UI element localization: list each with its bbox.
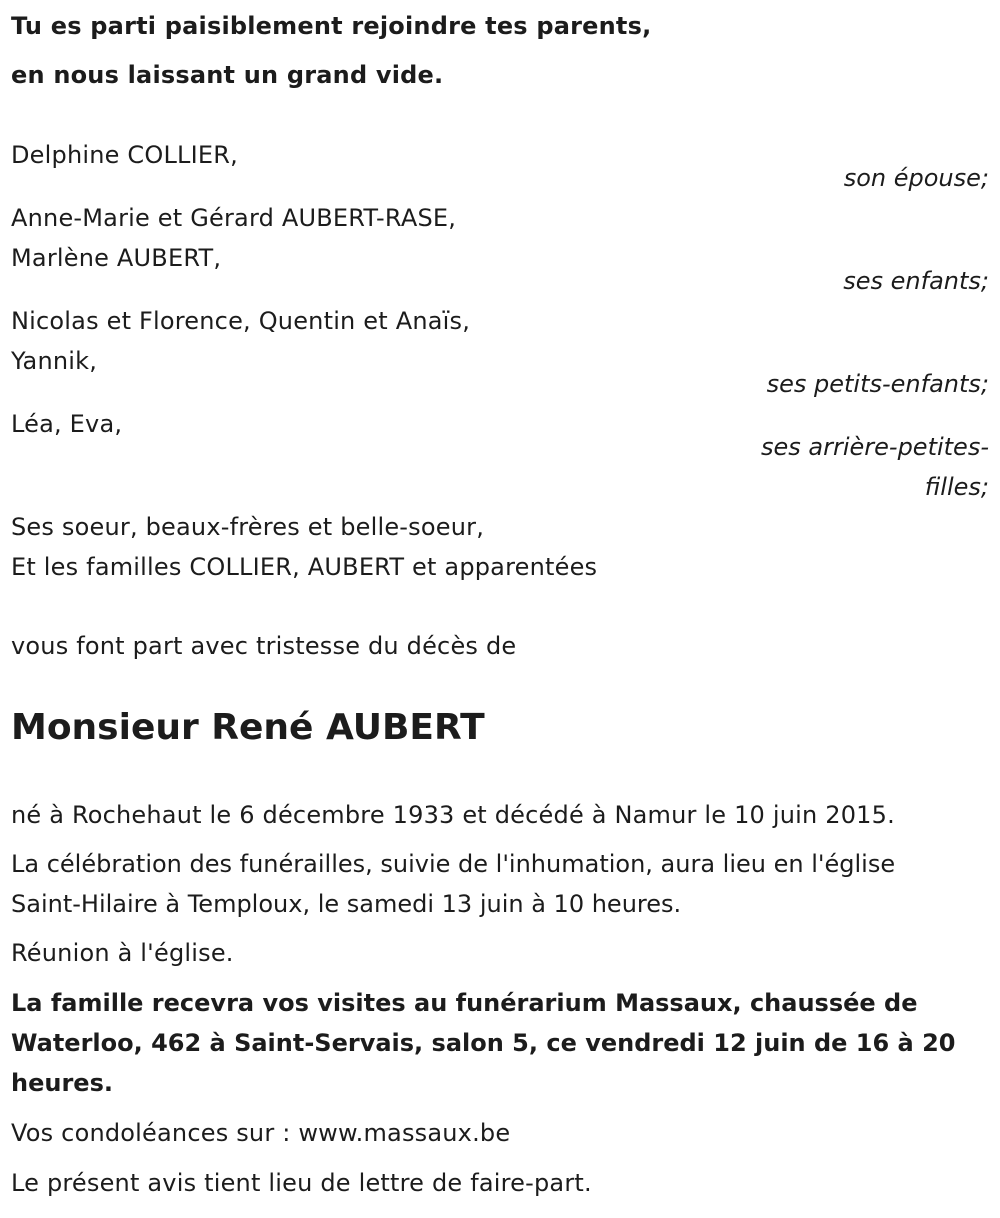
header-line-1: Tu es parti paisiblement rejoindre tes parents, [11, 12, 652, 40]
grandchildren-role: ses petits-enfants; [766, 370, 989, 398]
others-line-1: Ses soeur, beaux-frères et belle-soeur, [11, 513, 485, 541]
ceremony-text: La célébration des funérailles, suivie de l'inhumation, aura lieu en l'église Saint-Hilaire à Temploux, le samedi 13 juin à 10 heures. [11, 850, 896, 918]
great-grandchildren: Léa, Eva, [11, 410, 123, 438]
spouse-role: son épouse; [843, 164, 989, 192]
great-grandchildren-role-line-2: filles; [924, 473, 989, 501]
visits-text: La famille recevra vos visites au funérarium Massaux, chaussée de Waterloo, 462 à Saint-Servais, salon 5, ce vendredi 12 juin de 16 à 20 heures. [11, 989, 956, 1097]
grandchildren-line-1: Nicolas et Florence, Quentin et Anaïs, [11, 307, 471, 335]
deceased-name: Monsieur René AUBERT [11, 707, 485, 748]
meeting-text: Réunion à l'église. [11, 939, 234, 967]
great-grandchildren-role-line-1: ses arrière-petites- [761, 433, 989, 461]
announcement-intro: vous font part avec tristesse du décès de [11, 632, 517, 660]
children-line-2: Marlène AUBERT, [11, 244, 222, 272]
children-line-1: Anne-Marie et Gérard AUBERT-RASE, [11, 204, 457, 232]
children-role: ses enfants; [843, 267, 989, 295]
header-line-2: en nous laissant un grand vide. [11, 61, 444, 89]
birth-death-line: né à Rochehaut le 6 décembre 1933 et décédé à Namur le 10 juin 2015. [11, 801, 895, 829]
condolences-text: Vos condoléances sur : www.massaux.be [11, 1119, 511, 1147]
notice-text: Le présent avis tient lieu de lettre de faire-part. [11, 1169, 592, 1197]
grandchildren-line-2: Yannik, [11, 347, 98, 375]
others-line-2: Et les familles COLLIER, AUBERT et apparentées [11, 553, 598, 581]
spouse-name: Delphine COLLIER, [11, 141, 238, 169]
